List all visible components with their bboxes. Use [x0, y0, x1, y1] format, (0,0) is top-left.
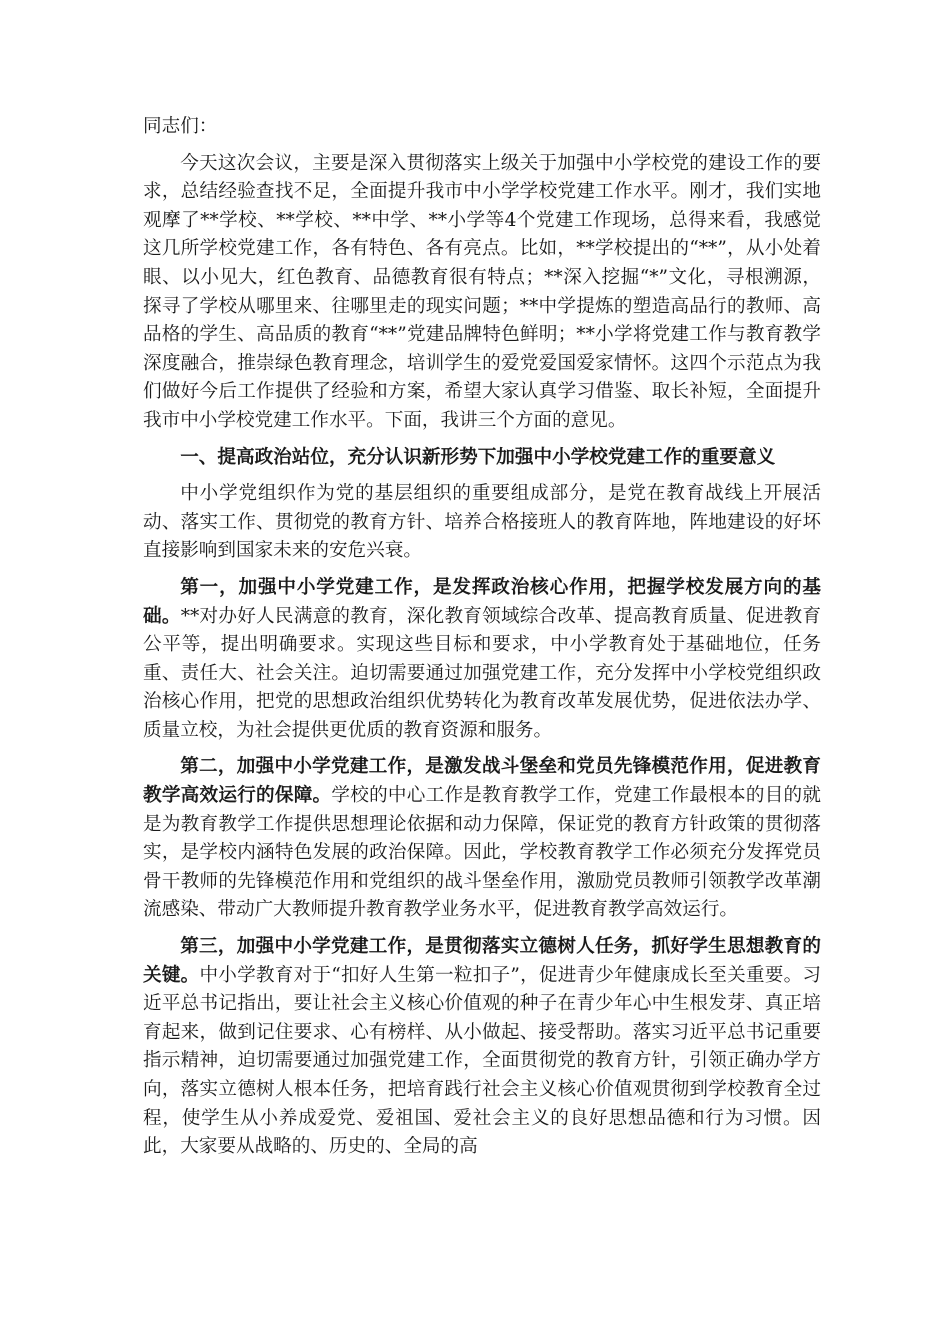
point-1-body: **对办好人民满意的教育，深化教育领域综合改革、提高教育质量、促进教育公平等，提出明确要求。实现这些目标和要求，中小学教育处于基础地位，任务重、责任大、社会关注。迫切需要通过加强党建工作，充分发挥中小学校党组织政治核心作用，把党的思想政治组织优势转化为教育改革发展优势，促进依法办学、质量立校，为社会提供更优质的教育资源和服务。: [143, 605, 821, 741]
greeting: 同志们：: [143, 116, 218, 137]
point-2-lead: 第二，加强中小学党建工作，是激发战斗堡垒和党员先锋模范作用，促进教育教学高效运行的保障。: [143, 756, 821, 807]
section-1-heading: 一、提高政治站位，充分认识新形势下加强中小学校党建工作的重要意义: [180, 446, 776, 468]
point-2-paragraph: [143, 753, 821, 925]
document-page: [143, 113, 821, 1170]
section-1-intro-paragraph: 中小学党组织作为党的基层组织的重要组成部分，是党在教育战线上开展活动、落实工作、贯彻党的教育方针、培养合格接班人的教育阵地，阵地建设的好坏直接影响到国家未来的安危兴衰。: [143, 483, 821, 562]
point-3-paragraph: [143, 933, 821, 1162]
point-3-lead: 第三，加强中小学党建工作，是贯彻落实立德树人任务，抓好学生思想教育的关键。: [143, 936, 821, 986]
point-3-body: 中小学教育对于“扣好人生第一粒扣子”，促进青少年健康成长至关重要。习近平总书记指出，要让社会主义核心价值观的种子在青少年心中生根发芽、真正培育起来，做到记住要求、心有榜样、从小做起、接受帮助。落实习近平总书记重要指示精神，迫切需要通过加强党建工作，全面贯彻党的教育方针，引领正确办学方向，落实立德树人根本任务，把培育践行社会主义核心价值观贯彻到学校教育全过程，使学生从小养成爱党、爱祖国、爱社会主义的良好思想品德和行为习惯。因此，大家要从战略的、历史的、全局的高: [143, 964, 821, 1158]
point-1-paragraph: [143, 574, 821, 746]
intro-paragraph: 今天这次会议，主要是深入贯彻落实上级关于加强中小学校党的建设工作的要求，总结经验查找不足，全面提升我市中小学学校党建工作水平。刚才，我们实地观摩了**学校、**学校、**中学、**小学等4个党建工作现场，总得来看，我感觉这几所学校党建工作，各有特色、各有亮点。比如，**学校提出的“**”，从小处着眼、以小见大，红色教育、品德教育很有特点；**深入挖掘“*”文化，寻根溯源，探寻了学校从哪里来、往哪里走的现实问题；**中学提炼的塑造高品行的教师、高品格的学生、高品质的教育“**”党建品牌特色鲜明；**小学将党建工作与教育教学深度融合，推崇绿色教育理念，培训学生的爱党爱国爱家情怀。这四个示范点为我们做好今后工作提供了经验和方案，希望大家认真学习借鉴、取长补短，全面提升我市中小学校党建工作水平。下面，我讲三个方面的意见。: [143, 152, 821, 431]
point-2-body: 学校的中心工作是教育教学工作，党建工作最根本的目的就是为教育教学工作提供思想理论依据和动力保障，保证党的教育方针政策的贯彻落实，是学校内涵特色发展的政治保障。因此，学校教育教学工作必须充分发挥党员骨干教师的先锋模范作用和党组织的战斗堡垒作用，激励党员教师引领教学改革潮流感染、带动广大教师提升教育教学业务水平，促进教育教学高效运行。: [143, 785, 821, 921]
point-1-lead: 第一，加强中小学党建工作，是发挥政治核心作用，把握学校发展方向的基础。: [143, 576, 821, 627]
